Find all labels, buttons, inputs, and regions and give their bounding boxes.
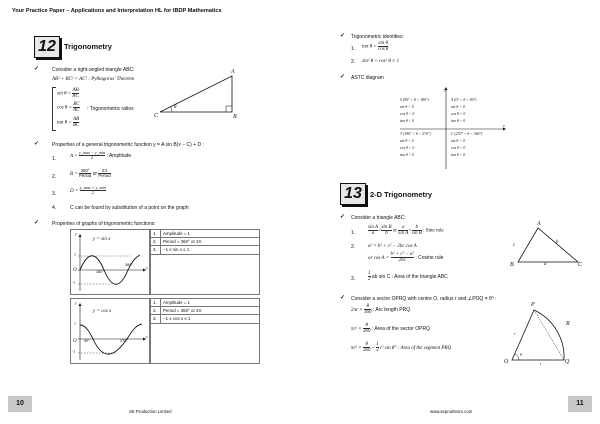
check-icon: ✓ bbox=[340, 74, 346, 80]
sine-axis-y: y bbox=[75, 232, 77, 236]
astc-axis-x: x bbox=[503, 124, 505, 128]
item-number: 3. bbox=[351, 276, 356, 282]
sine-origin: O bbox=[73, 268, 77, 273]
item-number: 1. bbox=[52, 156, 57, 162]
cosine-origin: O bbox=[73, 339, 77, 344]
table-cell: Period = 360° or 2π bbox=[161, 238, 260, 246]
quadrant-line: sin θ > 0 bbox=[400, 105, 414, 110]
quadrant-line: tan θ < 0 bbox=[400, 119, 415, 124]
cosine-axis-y: y bbox=[75, 301, 77, 305]
sector-figure bbox=[500, 300, 572, 366]
section-title: 2-D Trigonometry bbox=[370, 190, 433, 199]
check-icon: ✓ bbox=[34, 141, 40, 147]
trig-ratio-tan: tan θ = $\frac{AB}{BC}$ bbox=[57, 117, 80, 128]
check-icon: ✓ bbox=[34, 220, 40, 226]
cosine-tick-1: 1 bbox=[74, 322, 76, 326]
cosine-axis-x: x bbox=[146, 335, 148, 339]
ratios-caption: : Trigonometric ratios bbox=[87, 106, 134, 112]
bullet-label: Properties of a general trigonometric function y = A sin B(x − C) + D : bbox=[52, 142, 204, 148]
sector-radius-label: r bbox=[514, 332, 516, 336]
sector-angle-label: θ bbox=[520, 353, 522, 357]
quadrant-line: cos θ > 0 bbox=[451, 112, 466, 117]
item-number: 3. bbox=[52, 191, 57, 197]
side-label-a: a bbox=[544, 262, 547, 267]
quadrant-line: sin θ > 0 bbox=[451, 105, 465, 110]
cosine-equation: y = cos x bbox=[93, 309, 112, 314]
vertex-label-c: C bbox=[154, 113, 159, 119]
item-number: 2. bbox=[52, 174, 57, 180]
sector-label: Consider a sector OPRQ with centre O, radius r and ∠POQ = θ° : bbox=[351, 296, 497, 302]
sector-label-p: P bbox=[531, 302, 535, 308]
item-number: 4. bbox=[52, 205, 57, 211]
quadrant-line: sin θ < 0 bbox=[451, 139, 465, 144]
check-icon: ✓ bbox=[340, 295, 346, 301]
check-icon: ✓ bbox=[340, 214, 346, 220]
triangle-label: Consider a triangle ABC: bbox=[351, 215, 406, 221]
item-number: 1. bbox=[351, 46, 356, 52]
vertex-label-a: A bbox=[231, 69, 235, 75]
quadrant-line: sin θ < 0 bbox=[400, 139, 414, 144]
section-number-badge: 12 bbox=[34, 36, 60, 58]
cosine-properties-table bbox=[150, 298, 260, 324]
sine-axis-x: x bbox=[146, 266, 148, 270]
footer-left: SE Production Limited bbox=[129, 409, 172, 414]
page-number-right: 11 bbox=[568, 396, 592, 412]
table-cell: 3. bbox=[151, 315, 161, 323]
check-icon: ✓ bbox=[34, 66, 40, 72]
angle-theta-label: θ bbox=[174, 105, 177, 110]
vertex-label-a: A bbox=[537, 221, 541, 227]
sine-table-extension bbox=[150, 254, 260, 295]
item-number: 2. bbox=[351, 59, 356, 65]
table-cell: 1. bbox=[151, 299, 161, 307]
quadrant-a bbox=[451, 97, 476, 125]
table-cell: −1 ≤ sin x ≤ 1 bbox=[161, 246, 260, 254]
vertex-label-c: C bbox=[578, 262, 583, 268]
astc-axis-y: y bbox=[444, 88, 446, 92]
table-cell: 2. bbox=[151, 307, 161, 315]
side-label-b: b bbox=[556, 240, 559, 245]
page-header: Your Practice Paper – Applications and Interpretation HL for IBDP Mathematics bbox=[12, 8, 222, 14]
pythagorean-identity: sin² θ + cos² θ ≡ 1 bbox=[362, 59, 400, 64]
cosine-tick-270: 270° bbox=[120, 339, 128, 343]
vertical-shift-formula: D = y_max + y_min 2 bbox=[70, 185, 106, 196]
quadrant-t bbox=[400, 131, 431, 159]
identities-label: Trigonometric identities: bbox=[351, 34, 404, 40]
period-formula: B = 360° Period or 2π Period bbox=[70, 168, 111, 179]
quadrant-line: C (270° < θ < 360°) bbox=[451, 132, 483, 136]
cosine-rule-line1: a² = b² + c² − 2bc cos A bbox=[368, 244, 417, 249]
table-cell: −1 ≤ cos x ≤ 1 bbox=[161, 315, 260, 323]
sine-properties-table bbox=[150, 229, 260, 255]
page-number-left: 10 bbox=[8, 396, 32, 412]
segment-area-formula: πr² × $\frac{\theta}{360}$ − $\frac{1}{2}$ r² sin θ° : Area of the segment PRQ bbox=[351, 342, 452, 353]
sector-label-q: Q bbox=[565, 359, 570, 365]
trig-ratio-sin: sin θ = $\frac{AB}{AC}$ bbox=[57, 88, 79, 99]
table-cell: Amplitude = 1 bbox=[161, 299, 260, 307]
sine-equation: y = sin x bbox=[93, 237, 111, 242]
quadrant-line: cos θ < 0 bbox=[400, 146, 415, 151]
table-cell: 1. bbox=[151, 230, 161, 238]
arc-length-formula: 2πr × $\frac{\theta}{360}$ : Arc length PRQ bbox=[351, 304, 411, 315]
table-cell: 2. bbox=[151, 238, 161, 246]
amplitude-formula: A = y_max − y_min 2 : Amplitude bbox=[70, 150, 132, 161]
quadrant-c bbox=[451, 131, 482, 159]
ratios-brace bbox=[52, 87, 56, 131]
right-triangle-figure bbox=[150, 68, 242, 122]
quadrant-line: tan θ > 0 bbox=[451, 119, 466, 124]
cosine-tick-minus-1: −1 bbox=[71, 350, 76, 354]
quadrant-line: A (0° < θ < 90°) bbox=[451, 98, 477, 102]
sector-label-o: O bbox=[504, 359, 509, 365]
quadrant-line: T (180° < θ < 270°) bbox=[400, 132, 431, 136]
check-icon: ✓ bbox=[340, 33, 346, 39]
item-number: 2. bbox=[351, 244, 356, 250]
sine-tick-1: 1 bbox=[74, 253, 76, 257]
sine-rule: $\frac{\text{sin A}}{a}$ = $\frac{\text{sin B}}{b}$ or $\frac{a}{\text{sin A}}$ = $\frac{b}{\text{sin B}}$ : Sine rule bbox=[368, 225, 444, 236]
sector-radius-label: r bbox=[540, 362, 542, 366]
quadrant-line: tan θ < 0 bbox=[451, 153, 466, 158]
sector-label-r: R bbox=[566, 321, 570, 327]
table-cell: Amplitude = 1 bbox=[161, 230, 260, 238]
cosine-graph bbox=[70, 298, 150, 364]
table-cell: Period = 360° or 2π bbox=[161, 307, 260, 315]
bullet-label: Properties of graphs of trigonometric functions: bbox=[52, 221, 156, 227]
cosine-rule-line2: or cos A = $\frac{\text{b² + c² − a²}}{2bc}$ : Cosine rule bbox=[368, 252, 444, 263]
vertex-label-b: B bbox=[510, 262, 514, 268]
item-number: 1. bbox=[351, 230, 356, 236]
side-label-c: c bbox=[513, 243, 516, 248]
triangle-abc-figure bbox=[508, 224, 588, 270]
quadrant-line: S (90° < θ < 180°) bbox=[400, 98, 429, 102]
pythagoras-theorem: AB² + BC² = AC² : Pythagoras' Theorem bbox=[52, 77, 135, 82]
sector-area-formula: πr² × $\frac{\theta}{360}$ : Area of the sector OPRQ bbox=[351, 323, 430, 334]
phase-shift-note: C can be found by substitution of a point on the graph bbox=[70, 205, 189, 211]
sine-tick-minus-1: −1 bbox=[71, 281, 76, 285]
cosine-table-extension bbox=[150, 323, 260, 364]
footer-right: www.seprodstore.com bbox=[430, 409, 473, 414]
bullet-label: Consider a right-angled triangle ABC: bbox=[52, 67, 135, 73]
sine-tick-180: 180° bbox=[96, 270, 104, 274]
section-number-badge: 13 bbox=[340, 183, 366, 205]
table-cell: 3. bbox=[151, 246, 161, 254]
sine-tick-360: 360° bbox=[125, 263, 133, 267]
quadrant-line: cos θ > 0 bbox=[451, 146, 466, 151]
triangle-area: $\frac{1}{2}$ ab sin C : Area of the triangle ABC bbox=[368, 271, 448, 282]
tan-identity: tan θ = $\frac{\text{sin θ}}{\text{cos θ}}$ bbox=[362, 41, 389, 52]
astc-label: ASTC diagram bbox=[351, 75, 384, 81]
quadrant-line: cos θ < 0 bbox=[400, 112, 415, 117]
quadrant-s bbox=[400, 97, 429, 125]
section-title: Trigonometry bbox=[64, 42, 112, 51]
trig-ratio-cos: cos θ = $\frac{BC}{AC}$ bbox=[57, 102, 80, 113]
cosine-tick-90: 90° bbox=[84, 339, 90, 343]
vertex-label-b: B bbox=[233, 114, 237, 120]
quadrant-line: tan θ > 0 bbox=[400, 153, 415, 158]
